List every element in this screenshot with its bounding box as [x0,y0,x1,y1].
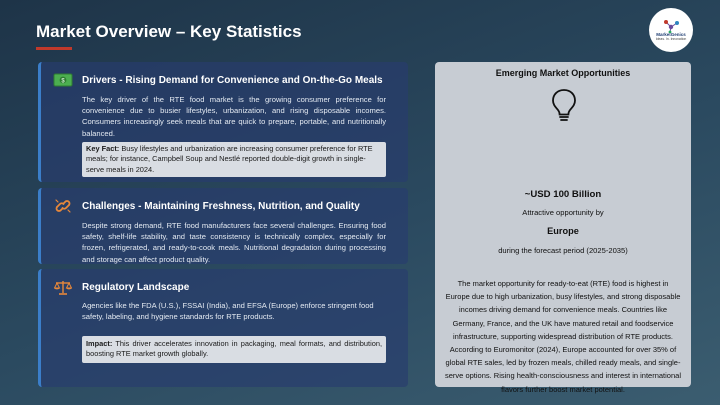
key-fact-callout [82,142,386,177]
forecast-period: during the forecast period (2025-2035) [498,246,628,255]
drivers-body: The key driver of the RTE food market is the growing consumer preference for convenience due to busier lifestyles, urbanization, and rising disposable incomes. Consumers increasingly seek meals that are quick to prepare, portable, and nutritionally balanced. [82,95,386,138]
key-fact-text: Busy lifestyles and urbanization are increasing consumer preference for RTE meals; for instance, Campbell Soup and Nestlé reported double-digit growth in single-serve meals in 2024. [86,144,373,174]
title-underline [36,47,72,50]
impact-text: This driver accelerates innovation in packaging, meal formats, and distribution, boosting RTE market growth globally. [86,339,382,359]
regulatory-body: Agencies like the FDA (U.S.), FSSAI (India), and EFSA (Europe) enforce stringent food safety, labeling, and hygiene standards for RTE products. [82,301,374,322]
company-logo[interactable] [649,8,693,52]
opportunity-description: The market opportunity for ready-to-eat (RTE) food is highest in Europe due to high urbanization, busy lifestyles, and strong disposable incomes driving demand for convenience meals. Countries like Germany, France, and the UK have matured retail and foodservice infrastructure, supporting widespread distribution of RTE products. According to Euromonitor (2024), Europe accounted for over 35% of global RTE sales, led by frozen meals, chilled ready meals, and single-serve options. Rising health-consciousness and interest in international flavors further boost market potential. [445,279,681,394]
logo-network-icon [662,19,680,33]
money-icon [53,72,73,88]
drivers-card [38,62,408,182]
page-title: Market Overview – Key Statistics [36,22,302,41]
logo-name: MarketGenics [656,31,686,37]
scales-icon [53,279,73,295]
impact-callout [82,336,386,363]
opportunity-subtitle: Attractive opportunity by [522,208,604,217]
lightbulb-icon [551,88,577,122]
challenges-card [38,188,408,264]
regulatory-title: Regulatory Landscape [82,281,190,293]
drivers-title: Drivers - Rising Demand for Convenience and On-the-Go Meals [82,74,383,86]
svg-text:$: $ [61,78,65,85]
challenges-body: Despite strong demand, RTE food manufacturers face several challenges. Ensuring food safety, shelf-life stability, and taste consistency is technically complex, especially for frozen, refrigerated, and ready-to-cook meals. Nutritional degradation during processing and storage can affect product quality. [82,221,386,264]
opportunities-panel [435,62,691,394]
regulatory-card [38,269,408,387]
logo-tagline: Ideas. In. Innovation [655,37,687,42]
opportunity-value: ~USD 100 Billion [524,189,602,200]
panel-title: Emerging Market Opportunities [495,68,631,78]
impact-label: Impact: [86,339,113,348]
key-fact-label: Key Fact: [86,144,120,153]
opportunity-region: Europe [547,226,579,236]
broken-link-icon [53,198,73,214]
challenges-title: Challenges - Maintaining Freshness, Nutrition, and Quality [82,200,360,212]
